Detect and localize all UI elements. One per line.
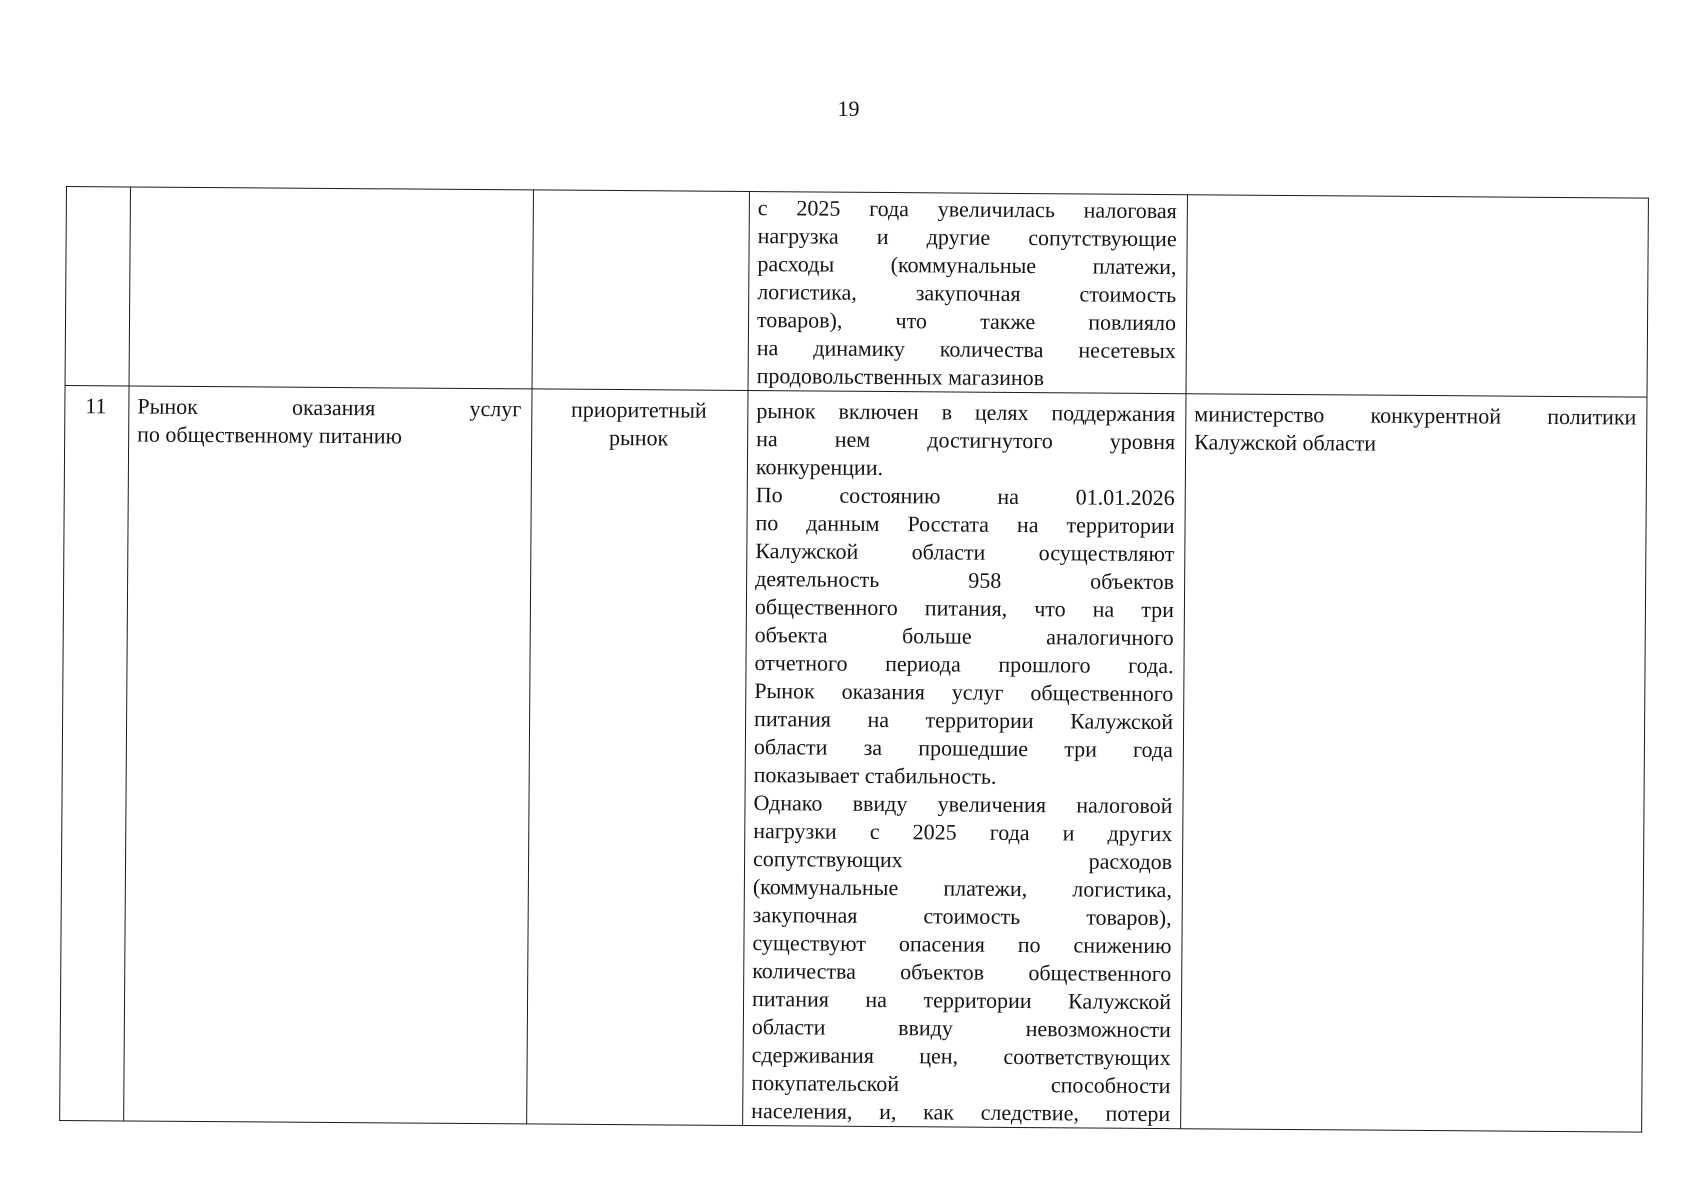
description-line: нагрузка и другие сопутствующие — [757, 223, 1177, 252]
market-name-line: Рынок оказания услуг — [137, 393, 522, 422]
description-line: конкуренции. — [755, 454, 884, 480]
description-line: рынок включен в целях поддержания — [756, 398, 1176, 427]
description-line: деятельность 958 объектов — [755, 566, 1175, 595]
row-number-cell: 11 — [60, 385, 129, 1120]
market-description-cell — [748, 192, 1187, 394]
description-line: количества объектов общественного — [752, 958, 1172, 987]
description-line: Однако ввиду увеличения налоговой — [753, 790, 1173, 819]
description-line: питания на территории Калужской — [754, 706, 1174, 735]
description-line: показывает стабильность. — [753, 762, 997, 789]
description-line: общественного питания, что на три — [754, 594, 1175, 623]
description-line: Рынок оказания услуг общественного — [754, 678, 1174, 707]
description-line: существуют опасения по снижению — [752, 930, 1172, 959]
market-status-cell — [527, 389, 748, 1126]
market-status-line: приоритетный — [570, 396, 707, 423]
description-line: сопутствующих расходов — [752, 846, 1173, 875]
description-line: товаров), что также повлияло — [756, 307, 1177, 336]
responsible-line: Калужской области — [1194, 429, 1377, 456]
description-line: закупочная стоимость товаров), — [752, 902, 1172, 931]
description-line: на динамику количества несетевых — [756, 335, 1176, 364]
description-line: расходы (коммунальные платежи, — [757, 251, 1177, 280]
table-row — [60, 385, 1647, 1132]
responsible-cell — [1181, 394, 1647, 1132]
description-line: питания на территории Калужской — [751, 986, 1172, 1015]
description-line: по данным Росстата на территории — [755, 510, 1175, 539]
description-line: нагрузки с 2025 года и других — [753, 818, 1173, 847]
description-line: с 2025 года увеличилась налоговая — [757, 195, 1177, 224]
description-line: логистика, закупочная стоимость — [757, 279, 1177, 308]
description-line: По состоянию на 01.01.2026 — [755, 482, 1175, 511]
market-name-cell — [129, 187, 533, 389]
description-line: сдерживания цен, соответствующих — [751, 1042, 1171, 1071]
table-row — [65, 187, 1648, 398]
market-status-cell — [532, 190, 749, 391]
description-line: (коммунальные платежи, логистика, — [752, 874, 1172, 903]
description-line: населения, и, как следствие, потери — [751, 1098, 1171, 1127]
description-line: области за прошедшие три года — [753, 734, 1173, 763]
competition-markets-table — [59, 186, 1649, 1133]
market-name-cell — [124, 386, 532, 1124]
market-description-cell — [743, 391, 1186, 1129]
description-line: продовольственных магазинов — [756, 363, 1045, 391]
description-line: объекта больше аналогичного — [754, 622, 1174, 651]
row-number-cell — [65, 187, 130, 386]
responsible-line: министерство конкурентной политики — [1194, 401, 1637, 430]
market-status-line: рынок — [608, 424, 669, 451]
page-number: 19 — [837, 96, 860, 121]
description-line: отчетного периода прошлого года. — [754, 650, 1174, 679]
description-line: на нем достигнутого уровня — [756, 426, 1176, 455]
description-line: области ввиду невозможности — [751, 1014, 1171, 1043]
responsible-cell — [1186, 195, 1648, 397]
description-line: Калужской области осуществляют — [755, 538, 1175, 567]
description-line: покупательской способности — [751, 1070, 1171, 1099]
market-name-line: по общественному питанию — [137, 421, 403, 449]
